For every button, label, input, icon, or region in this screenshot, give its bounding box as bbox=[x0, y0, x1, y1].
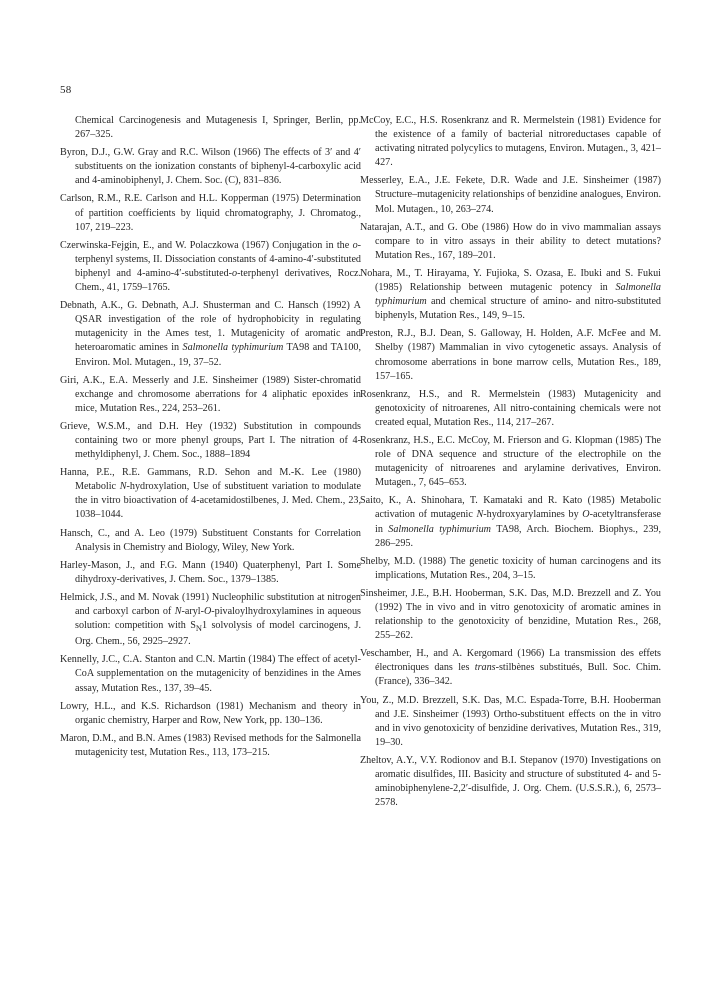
reference-entry: Saito, K., A. Shinohara, T. Kamataki and R. Kato (1985) Metabolic activation of mutagenic N-hydroxyarylamines by O-acetyltransferase in Salmonella typhimurium TA98, Arch. Biochem. Biophys., 239, 286–295. bbox=[360, 495, 661, 549]
reference-entry: Carlson, R.M., R.E. Carlson and H.L. Kopperman (1975) Determination of partition coefficients by liquid chromatography, J. Chromatog., 107, 219–223. bbox=[60, 193, 361, 233]
references-left-column bbox=[60, 114, 361, 764]
reference-entry: Hansch, C., and A. Leo (1979) Substituent Constants for Correlation Analysis in Chemistry and Biology, Wiley, New York. bbox=[60, 527, 361, 553]
reference-entry: Byron, D.J., G.W. Gray and R.C. Wilson (1966) The effects of 3′ and 4′ substituents on the ionization constants of biphenyl-4-carboxylic acid and 4-aminobiphenyl, J. Chem. Soc. (C), 831–836. bbox=[60, 147, 361, 187]
reference-entry: Preston, R.J., B.J. Dean, S. Galloway, H. Holden, A.F. McFee and M. Shelby (1987) Mammalian in vivo cytogenetic assays. Analysis of chromosome aberrations in bone marrow cells, Mutation Res., 189, 157–165. bbox=[360, 328, 661, 382]
reference-entry: Natarajan, A.T., and G. Obe (1986) How do in vivo mammalian assays compare to in vitro assays in their ability to detect mutations? Mutation Res., 167, 189–201. bbox=[360, 221, 661, 261]
reference-entry: McCoy, E.C., H.S. Rosenkranz and R. Mermelstein (1981) Evidence for the existence of a family of bacterial nitroreductases capable of activating nitrated polycylics to mutagens, Environ. Mutagen., 3, 421–427. bbox=[360, 115, 661, 169]
reference-entry: You, Z., M.D. Brezzell, S.K. Das, M.C. Espada-Torre, B.H. Hooberman and J.E. Sinsheimer (1993) Ortho-substituent effects on the in vitro and in vivo genotoxicity of benzidine derivatives, Mutation Res., 319, 19–30. bbox=[360, 694, 661, 748]
references-right-column bbox=[360, 114, 661, 814]
reference-entry: Nohara, M., T. Hirayama, Y. Fujioka, S. Ozasa, E. Ibuki and S. Fukui (1985) Relationship between mutagenic potency in Salmonella typhimurium and chemical structure of amino- and nitro-substituted biphenyls, Mutation Res., 149, 9–15. bbox=[360, 267, 661, 322]
reference-entry: Hanna, P.E., R.E. Gammans, R.D. Sehon and M.-K. Lee (1980) Metabolic N-hydroxylation, Use of substituent variation to modulate the in vitro bioactivation of 4-acetamidostilbenes, J. Med. Chem., 23, 1038–1044. bbox=[60, 467, 361, 521]
reference-entry: Kennelly, J.C., C.A. Stanton and C.N. Martin (1984) The effect of acetyl-CoA supplementation on the mutagenicity of benzidines in the Ames assay, Mutation Res., 137, 39–45. bbox=[60, 654, 361, 694]
reference-entry: Harley-Mason, J., and F.G. Mann (1940) Quaterphenyl, Part I. Some dihydroxy-derivatives, J. Chem. Soc., 1379–1385. bbox=[60, 559, 361, 585]
reference-entry: Messerley, E.A., J.E. Fekete, D.R. Wade and J.E. Sinsheimer (1987) Structure–mutagenicity relationships of benzidine analogues, Environ. Mol. Mutagen., 10, 263–274. bbox=[360, 175, 661, 215]
page-number: 58 bbox=[60, 84, 72, 96]
reference-entry: Debnath, A.K., G. Debnath, A.J. Shusterman and C. Hansch (1992) A QSAR investigation of the role of hydrophobicity in regulating mutagenicity in the Ames test, 1. Mutagenicity of aromatic and heteroaromatic amines in Salmonella typhimurium TA98 and TA100, Environ. Mol. Mutagen., 19, 37–52. bbox=[60, 300, 361, 368]
reference-entry: Czerwinska-Fejgin, E., and W. Polaczkowa (1967) Conjugation in the o-terphenyl systems, II. Dissociation constants of 4-amino-4′-substituted biphenyl and 4-amino-4′-substituted-o-terphenyl derivatives, Rocz. Chem., 41, 1759–1765. bbox=[60, 239, 361, 294]
reference-entry: Rosenkranz, H.S., and R. Mermelstein (1983) Mutagenicity and genotoxicity of nitroarenes, All nitro-containing chemicals were not created equal, Mutation Res., 114, 217–267. bbox=[360, 388, 661, 428]
reference-entry: Veschamber, H., and A. Kergomard (1966) La transmission des effets électroniques dans les trans-stilbènes substitués, Bull. Soc. Chim. (France), 336–342. bbox=[360, 648, 661, 688]
reference-entry: Shelby, M.D. (1988) The genetic toxicity of human carcinogens and its implications, Mutation Res., 204, 3–15. bbox=[360, 555, 661, 581]
reference-entry: Helmick, J.S., and M. Novak (1991) Nucleophilic substitution at nitrogen and carboxyl carbon of N-aryl-O-pivaloylhydroxylamines in aqueous solution: competition with $S_N1$ solvolysis of model carcinogens, J. Org. Chem., 56, 2925–2927. bbox=[60, 591, 361, 648]
reference-entry: Sinsheimer, J.E., B.H. Hooberman, S.K. Das, M.D. Brezzell and Z. You (1992) The in vivo and in vitro genotoxicity of aromatic amines in relationship to the genotoxicity of benzidine, Mutation Res., 268, 255–262. bbox=[360, 587, 661, 642]
reference-entry: Maron, D.M., and B.N. Ames (1983) Revised methods for the Salmonella mutagenicity test, Mutation Res., 113, 173–215. bbox=[60, 732, 361, 758]
reference-entry: Giri, A.K., E.A. Messerly and J.E. Sinsheimer (1989) Sister-chromatid exchange and chromosome aberrations for 4 aliphatic epoxides in mice, Mutation Res., 224, 253–261. bbox=[60, 374, 361, 414]
reference-entry: Rosenkranz, H.S., E.C. McCoy, M. Frierson and G. Klopman (1985) The role of DNA sequence and structure of the electrophile on the mutagenicity of nitroarenes and arylamine derivatives, Environ. Mutagen., 7, 645–653. bbox=[360, 434, 661, 489]
reference-entry: Lowry, H.L., and K.S. Richardson (1981) Mechanism and theory in organic chemistry, Harper and Row, New York, pp. 130–136. bbox=[60, 700, 361, 726]
reference-entry: Zheltov, A.Y., V.Y. Rodionov and B.I. Stepanov (1970) Investigations on aromatic disulfides, III. Basicity and structure of substituted 4- and 5-aminobiphenylene-2,2′-disulfide, J. Org. Chem. (U.S.S.R.), 6, 2573–2578. bbox=[360, 754, 661, 809]
reference-entry: Grieve, W.S.M., and D.H. Hey (1932) Substitution in compounds containing two or more phenyl groups, Part I. The nitration of 4-methyldiphenyl, J. Chem. Soc., 1888–1894 bbox=[60, 420, 361, 461]
reference-entry: Chemical Carcinogenesis and Mutagenesis I, Springer, Berlin, pp. 267–325. bbox=[75, 115, 361, 141]
